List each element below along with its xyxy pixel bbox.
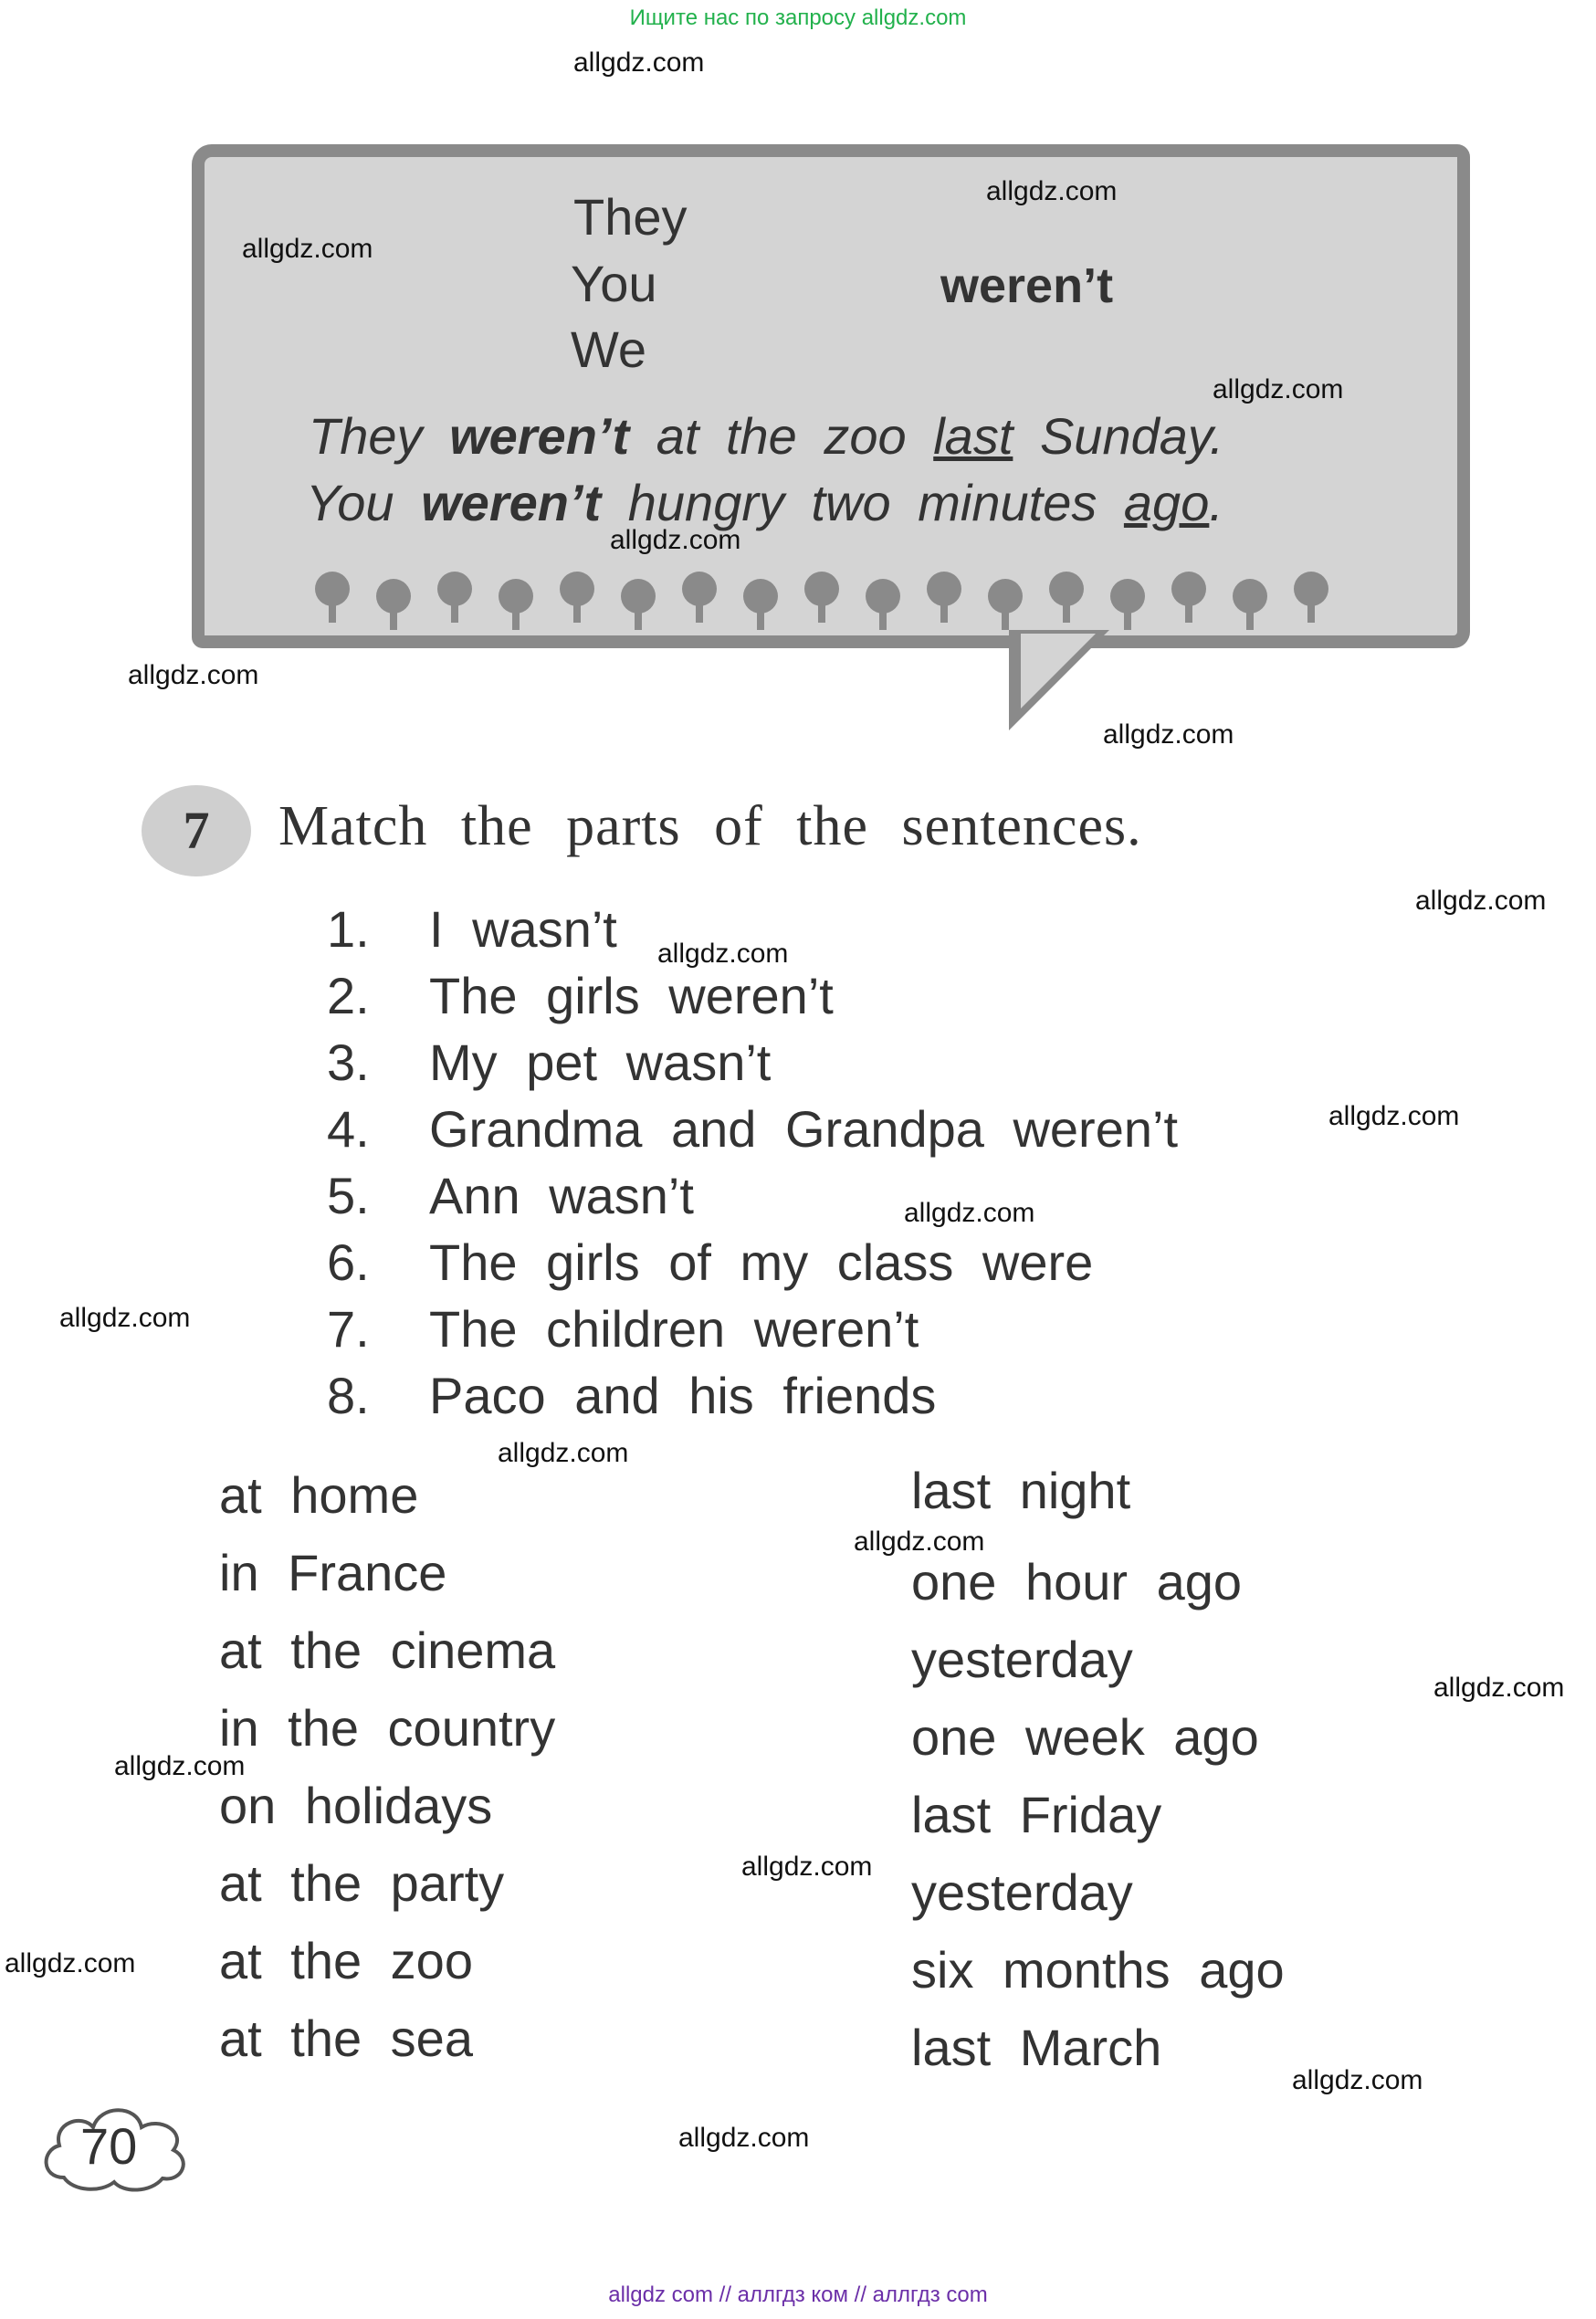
watermark-text: allgdz.com: [5, 1948, 136, 1978]
watermark-text: allgdz.com: [242, 234, 373, 264]
place-option: at the zoo: [219, 1932, 473, 1989]
bulb-decoration-icon: [1294, 572, 1328, 606]
bulb-decoration-icon: [743, 579, 778, 614]
pronoun-we: We: [571, 320, 646, 378]
ex1-subject: They: [309, 407, 423, 465]
item-text: Grandma and Grandpa weren’t: [429, 1100, 1178, 1158]
watermark-text: allgdz.com: [1328, 1101, 1460, 1131]
watermark-text: allgdz.com: [1292, 2065, 1423, 2095]
watermark-text: allgdz.com: [678, 2123, 810, 2153]
item-text: My pet wasn’t: [429, 1034, 772, 1091]
watermark-text: allgdz.com: [741, 1852, 873, 1882]
watermark-text: allgdz.com: [573, 47, 705, 78]
bulb-decoration-icon: [560, 572, 594, 606]
bulb-decoration-icon: [1171, 572, 1206, 606]
list-item: [327, 899, 617, 959]
time-option: one hour ago: [911, 1553, 1243, 1611]
exercise-number: 7: [142, 785, 251, 876]
time-option: six months ago: [911, 1941, 1285, 1999]
item-number: 8.: [327, 1367, 370, 1424]
exercise-title: Match the parts of the sentences.: [278, 795, 1142, 857]
bulb-decoration-icon: [315, 572, 350, 606]
list-item: [327, 1166, 694, 1225]
place-option: in the country: [219, 1699, 556, 1757]
ex2-subject: You: [306, 474, 394, 531]
time-option: last March: [911, 2019, 1162, 2076]
item-number: 4.: [327, 1100, 370, 1158]
item-number: 7.: [327, 1300, 370, 1358]
watermark-text: allgdz.com: [1433, 1673, 1565, 1703]
place-option: on holidays: [219, 1777, 493, 1834]
place-option: at the party: [219, 1854, 505, 1912]
list-item: [327, 1366, 936, 1425]
item-text: The girls of my class were: [429, 1233, 1094, 1291]
ex1-time: Sunday.: [1039, 407, 1224, 465]
watermark-text: allgdz.com: [114, 1751, 246, 1781]
watermark-text: allgdz.com: [498, 1438, 629, 1468]
example-sentence-2: [306, 473, 1223, 532]
watermark-text: allgdz.com: [657, 939, 789, 969]
list-item: [327, 966, 834, 1025]
pronoun-they: They: [573, 188, 688, 246]
example-sentence-1: [309, 406, 1223, 466]
list-item: [327, 1233, 1093, 1292]
item-text: Ann wasn’t: [429, 1167, 694, 1224]
item-number: 1.: [327, 900, 370, 958]
bulb-decoration-icon: [1233, 579, 1267, 614]
bulb-decoration-icon: [621, 579, 656, 614]
place-option: in France: [219, 1544, 447, 1601]
watermark-text: allgdz.com: [1103, 719, 1234, 750]
bottom-banner: allgdz com // аллгдз ком // аллгдз com: [608, 2282, 988, 2307]
item-number: 2.: [327, 967, 370, 1024]
top-banner: Ищите нас по запросу allgdz.com: [629, 5, 967, 30]
item-text: Paco and his friends: [429, 1367, 937, 1424]
watermark-text: allgdz.com: [610, 525, 741, 555]
item-number: 5.: [327, 1167, 370, 1224]
place-option: at the sea: [219, 2009, 473, 2067]
item-number: 6.: [327, 1233, 370, 1291]
place-option: at home: [219, 1466, 419, 1524]
watermark-text: allgdz.com: [59, 1303, 191, 1333]
place-option: at the cinema: [219, 1621, 556, 1679]
time-option: yesterday: [911, 1631, 1133, 1688]
ex2-verb: weren’t: [421, 474, 602, 531]
bulb-decoration-icon: [866, 579, 900, 614]
time-option: last Friday: [911, 1786, 1162, 1843]
ex1-time-marker: last: [933, 407, 1013, 465]
speech-bubble-tail-inner: [1021, 634, 1096, 708]
bulb-decoration-icon: [499, 579, 533, 614]
item-text: The children weren’t: [429, 1300, 919, 1358]
page-number: 70: [80, 2117, 138, 2175]
watermark-text: allgdz.com: [128, 660, 259, 690]
list-item: [327, 1299, 919, 1359]
bulb-decoration-icon: [682, 572, 717, 606]
time-option: yesterday: [911, 1863, 1133, 1921]
list-item: [327, 1099, 1178, 1159]
ex1-verb: weren’t: [449, 407, 630, 465]
bulb-decoration-icon: [376, 579, 411, 614]
bulb-decoration-icon: [927, 572, 961, 606]
item-text: I wasn’t: [429, 900, 617, 958]
bulb-decoration-icon: [1049, 572, 1084, 606]
watermark-text: allgdz.com: [1213, 374, 1344, 404]
bulb-decoration-icon: [804, 572, 839, 606]
watermark-text: allgdz.com: [1415, 886, 1547, 916]
watermark-text: allgdz.com: [986, 176, 1118, 206]
ex2-time-marker: ago: [1123, 474, 1210, 531]
verb-werent: weren’t: [940, 258, 1114, 313]
item-number: 3.: [327, 1034, 370, 1091]
list-item: [327, 1033, 771, 1092]
bulb-decoration-icon: [1110, 579, 1145, 614]
ex2-rest: hungry two minutes: [627, 474, 1097, 531]
pronoun-you: You: [571, 255, 657, 312]
watermark-text: allgdz.com: [904, 1198, 1035, 1228]
ex2-period: .: [1209, 474, 1223, 531]
time-option: last night: [911, 1462, 1131, 1519]
bulb-decoration-icon: [988, 579, 1023, 614]
item-text: The girls weren’t: [429, 967, 834, 1024]
watermark-text: allgdz.com: [854, 1527, 985, 1557]
bulb-decoration-icon: [437, 572, 472, 606]
time-option: one week ago: [911, 1708, 1259, 1766]
ex1-place: at the zoo: [656, 407, 907, 465]
